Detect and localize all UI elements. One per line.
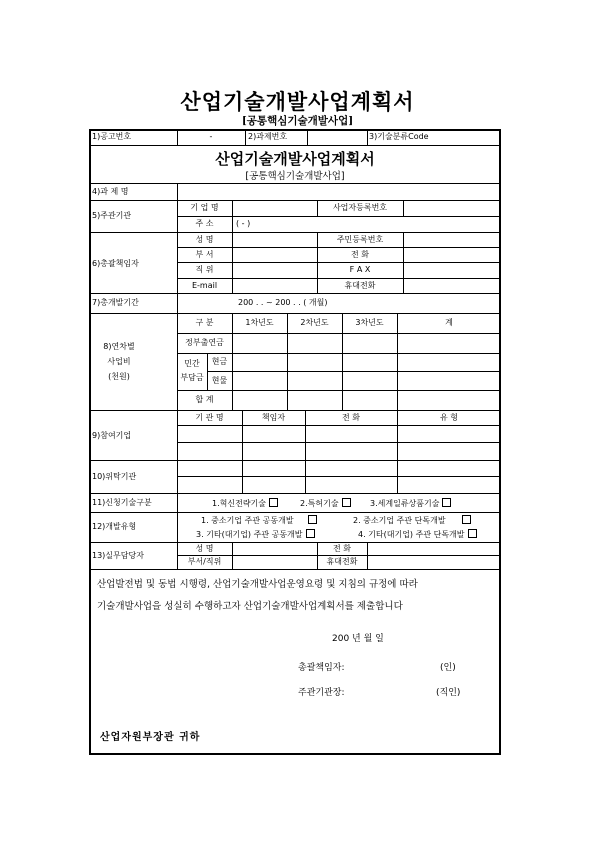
devtype-option-3-label: 3. 기타(대기업) 주관 공동개발 [196,530,303,539]
column-divider [367,129,368,145]
document-subtitle: [공통핵심기술개발사업] [241,115,354,127]
submission-date[interactable]: 200 년 월 일 [332,634,384,644]
column-divider [307,129,308,145]
contact-label: 13)실무담당자 [92,551,144,560]
participants-label: 9)참여기업 [92,431,132,440]
business-number-label: 사업자등록번호 [332,203,388,212]
address-label: 주 소 [195,219,214,228]
notice-number-label: 1)공고번호 [92,132,132,141]
document-title: 산업기술개발사업계획서 [180,89,415,114]
leader-phone-label: 전 화 [351,250,369,259]
row-divider [177,442,501,443]
devtype-option-1[interactable] [201,515,317,526]
leader-position-label: 직 위 [195,265,214,274]
leader-email-label: E-mail [191,281,218,290]
devtype-option-4[interactable] [358,529,477,540]
column-divider [232,200,233,293]
form-heading: 산업기술개발사업계획서 [215,150,375,168]
budget-row-government: 정부출연금 [185,338,224,347]
category-option-1[interactable] [212,498,278,509]
checkbox-icon[interactable] [342,498,351,507]
row-divider [177,425,501,426]
column-divider [403,200,404,216]
row-divider [89,410,501,411]
checkbox-icon[interactable] [468,529,477,538]
row-divider [207,371,501,372]
row-divider [177,216,501,217]
column-divider [177,460,178,493]
category-option-3-label: 3.세계일류상품기술 [370,499,440,508]
row-divider [89,542,501,543]
row-divider [177,353,501,354]
row-divider [89,569,501,570]
project-number-label: 2)과제번호 [248,132,288,141]
column-divider [367,542,368,569]
budget-label-line2: 사업비 [107,357,131,366]
row-divider [177,278,501,279]
budget-label-line1: 8)연차별 [103,342,135,351]
budget-row-private: 민간 [184,359,200,368]
checkbox-icon[interactable] [269,498,278,507]
column-divider [242,460,243,493]
addressee: 산업자원부장관 귀하 [100,732,201,743]
contact-phone-label: 전 화 [333,544,351,553]
devtype-label: 12)개발유형 [92,522,137,531]
column-divider [245,129,246,145]
declaration-line-2: 기술개발사업을 성실히 수행하고자 산업기술개발사업계획서를 제출합니다 [97,601,403,612]
category-option-3[interactable] [370,498,451,509]
row-divider [89,460,501,461]
devtype-option-2[interactable] [353,515,471,526]
row-divider [177,333,501,334]
form-subheading: [공통핵심기술개발사업] [245,171,345,182]
host-org-label: 5)주관기관 [92,211,132,220]
category-option-2[interactable] [300,498,351,509]
row-divider [177,476,501,477]
budget-row-cash: 현금 [211,357,228,366]
notice-number-value[interactable]: - [209,132,213,141]
row-divider [177,262,501,263]
declaration-line-1: 산업발전법 및 동법 시행령, 산업기술개발사업운영요령 및 지침의 규정에 따라 [97,579,418,590]
column-divider [305,460,306,493]
contact-name-label: 성 명 [195,544,214,553]
row-divider [177,390,501,391]
checkbox-icon[interactable] [306,529,315,538]
host-official-seal[interactable]: (직인) [436,688,461,698]
participants-col-head: 책임자 [261,413,286,422]
budget-row-in-kind: 현물 [211,376,228,385]
row-divider [177,247,501,248]
leader-mobile-label: 휴대전화 [344,281,376,290]
checkbox-icon[interactable] [308,515,317,524]
leader-dept-label: 부 서 [195,250,214,259]
row-divider [89,293,501,294]
checkbox-icon[interactable] [442,498,451,507]
budget-col-year1: 1차년도 [245,318,274,327]
row-divider [89,145,501,146]
period-value[interactable]: 200 . . ~ 200 . . ( 개월) [238,298,328,307]
devtype-option-1-label: 1. 중소기업 주관 공동개발 [201,516,294,525]
contact-dept-label: 부서/직위 [187,557,222,566]
participants-col-phone: 전 화 [342,413,360,422]
leader-label: 6)총괄책임자 [92,259,139,268]
category-option-2-label: 2.특허기술 [300,499,339,508]
row-divider [89,183,501,184]
row-divider [89,512,501,513]
budget-row-sum: 합 계 [195,395,214,404]
row-divider [177,555,501,556]
leader-seal[interactable]: (인) [440,663,456,673]
budget-label-line3: (천원) [108,372,130,381]
checkbox-icon[interactable] [462,515,471,524]
column-divider [403,232,404,293]
row-divider [89,200,501,201]
leader-id-label: 주민등록번호 [336,235,384,244]
column-divider [397,460,398,493]
contact-mobile-label: 휴대전화 [326,557,358,566]
period-label: 7)총개발기간 [92,298,139,307]
participants-col-type: 유 형 [440,413,458,422]
budget-col-total: 계 [445,318,453,327]
row-divider [89,232,501,233]
company-name-label: 기 업 명 [190,203,219,212]
devtype-option-4-label: 4. 기타(대기업) 주관 단독개발 [358,530,465,539]
project-name-label: 4)과 제 명 [92,187,129,196]
participants-col-org: 기 관 명 [195,413,224,422]
address-postcode[interactable]: ( - ) [236,219,251,228]
outsource-label: 10)위탁기관 [92,472,137,481]
budget-row-private-share: 부담금 [180,373,204,382]
row-divider [89,493,501,494]
leader-name-label: 성 명 [195,235,214,244]
category-label: 11)신청기술구분 [92,498,152,507]
budget-col-year3: 3차년도 [355,318,384,327]
leader-fax-label: F A X [349,265,371,274]
budget-col-year2: 2차년도 [300,318,329,327]
row-divider [89,313,501,314]
budget-col-category: 구 분 [195,318,214,327]
devtype-option-3[interactable] [196,529,315,540]
host-head-signature-label: 주관기관장: [298,688,345,698]
leader-signature-label: 총괄책임자: [298,663,345,673]
tech-code-label: 3)기술분류Code [369,132,429,141]
category-option-1-label: 1.혁신전략기술 [212,499,267,508]
devtype-option-2-label: 2. 중소기업 주관 단독개발 [353,516,446,525]
column-divider [232,542,233,569]
